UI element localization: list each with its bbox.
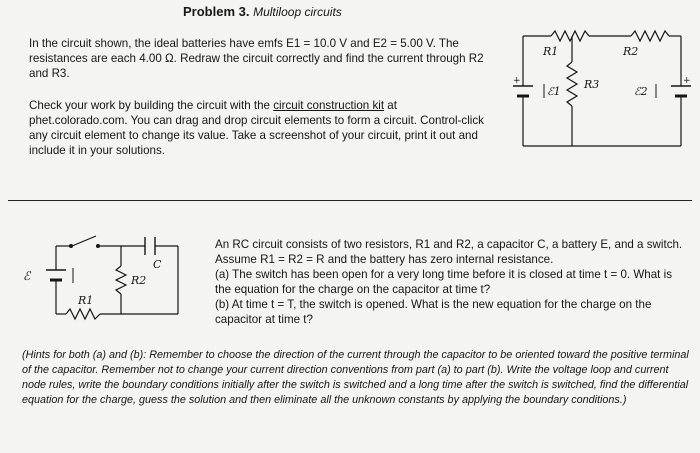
resistor-r2-zigzag [116, 266, 126, 294]
resistor-r1-zigzag [551, 31, 589, 41]
resistor-r2-zigzag [631, 31, 669, 41]
e2-plus-sign: + [683, 76, 691, 86]
problem-number: Problem 3. [183, 4, 250, 19]
switch-blade [72, 236, 96, 246]
label-r2: R2 [131, 274, 147, 287]
label-e2: ℰ2 [634, 85, 648, 98]
label-r1: R1 [78, 294, 94, 307]
capacitor-plates [145, 237, 155, 255]
part2-question-a: (a) The switch has been open for a very long time before it is closed at time t = 0. What is the equation for the charge on the capacitor at time t? [215, 268, 672, 296]
part1-check-instructions [29, 98, 489, 158]
battery-e2 [671, 86, 691, 96]
section-divider [8, 200, 692, 201]
label-r3: R3 [584, 78, 600, 91]
part2-hints: (Hints for both (a) and (b): Remember to choose the direction of the current through the capacitor to be oriented toward the positive terminal of the capacitor. Remember not to change your current direction conventions from part (a) to part (b). Write the voltage loop and current node rules, write the boundary conditions initially after the switch is switched and a long time after the switch is switched, find the differential equation for the charge, guess the solution and then eliminate all the unknown constants by applying the boundary conditions.) [22, 349, 689, 406]
resistor-r1-zigzag [66, 309, 100, 319]
battery-emf [46, 270, 66, 280]
label-c: C [153, 258, 162, 271]
multiloop-circuit-diagram [505, 26, 695, 158]
battery-e1 [513, 86, 533, 96]
label-e1: ℰ1 [547, 85, 561, 98]
e1-plus-sign: + [513, 76, 521, 86]
circuit-construction-kit-link: circuit construction kit [273, 99, 385, 112]
label-r2: R2 [623, 45, 639, 58]
problem-subtitle: Multiloop circuits [253, 5, 342, 19]
problem-header [183, 4, 342, 19]
part2-question [215, 237, 690, 327]
part1-question: In the circuit shown, the ideal batteries have emfs E1 = 10.0 V and E2 = 5.00 V. The resistances are each 4.00 Ω. Redraw the circuit correctly and find the current through R2 and R3. [29, 37, 484, 80]
rc-circuit-diagram [18, 228, 210, 324]
part2-question-b: (b) At time t = T, the switch is opened. What is the new equation for the charge on the capacitor at time t? [215, 298, 652, 326]
switch-pivot [69, 244, 73, 248]
label-r1: R1 [543, 45, 559, 58]
resistor-r3-zigzag [567, 62, 577, 106]
check-text-end: at phet.colorado.com. You can drag and drop circuit elements to form a circuit. Control-click any circuit element to change its value. Take a screenshot of your circuit, print it out and include it in your solutions. [29, 99, 484, 157]
part2-intro: An RC circuit consists of two resistors, R1 and R2, a capacitor C, a battery E, and a switch. Assume R1 = R2 = R and the battery has zero internal resistance. [215, 238, 683, 266]
check-text-start: Check your work by building the circuit with the [29, 99, 274, 112]
label-emf: ℰ [23, 269, 31, 283]
switch-contact [96, 244, 100, 248]
